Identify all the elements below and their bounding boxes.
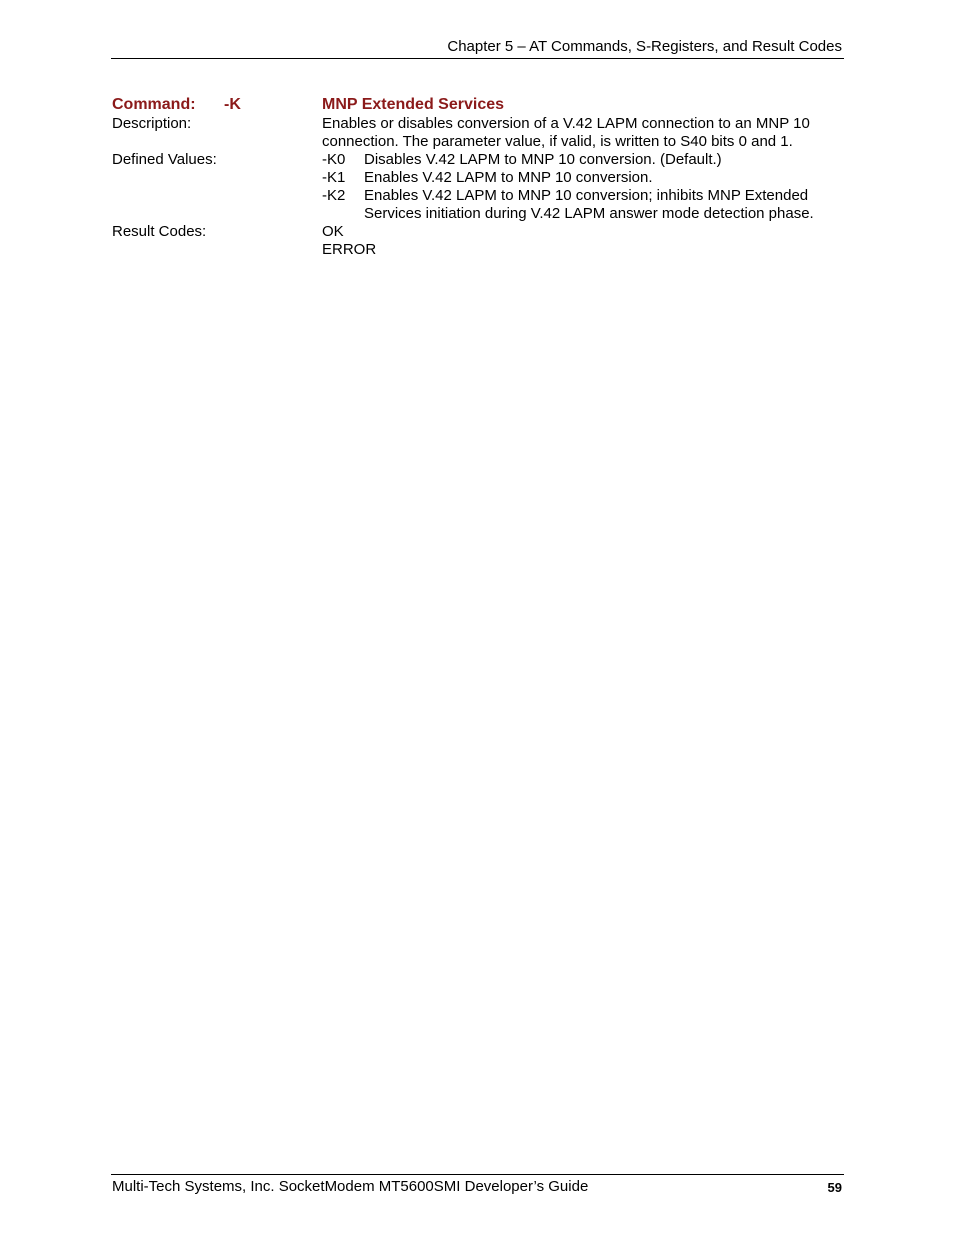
- defined-value-desc: Enables V.42 LAPM to MNP 10 conversion.: [364, 169, 653, 186]
- footer-title: Multi-Tech Systems, Inc. SocketModem MT5600SMI Developer’s Guide: [112, 1178, 589, 1195]
- command-label: Command:: [112, 96, 196, 113]
- defined-values-list: [322, 151, 844, 223]
- page-header-title: Chapter 5 – AT Commands, S-Registers, and Result Codes: [447, 38, 842, 55]
- result-codes-label: Result Codes:: [112, 223, 207, 240]
- result-codes-list: [322, 223, 844, 259]
- command-heading: [112, 95, 844, 115]
- defined-value-desc: Disables V.42 LAPM to MNP 10 conversion. (Default.): [364, 151, 722, 168]
- defined-value-code: -K0: [322, 151, 346, 168]
- header-divider: [111, 58, 844, 59]
- defined-value-code: -K1: [322, 169, 346, 186]
- result-code: ERROR: [322, 241, 377, 258]
- description-text: Enables or disables conversion of a V.42 LAPM connection to an MNP 10 connection. The parameter value, if valid, is written to S40 bits 0 and 1.: [322, 115, 810, 150]
- defined-value-item: [322, 169, 844, 187]
- description-row: [112, 115, 844, 151]
- defined-values-label: Defined Values:: [112, 151, 217, 168]
- defined-value-code: -K2: [322, 187, 346, 204]
- result-code: OK: [322, 223, 344, 240]
- command-name: MNP Extended Services: [322, 96, 505, 113]
- footer-divider: [111, 1174, 844, 1175]
- result-codes-row: [112, 223, 844, 259]
- defined-values-row: [112, 151, 844, 223]
- command-code: -K: [224, 96, 241, 113]
- page-number: 59: [827, 1180, 842, 1195]
- defined-value-item: [322, 187, 844, 223]
- description-label: Description:: [112, 115, 192, 132]
- command-section: [112, 95, 844, 259]
- defined-value-item: [322, 151, 844, 169]
- defined-value-desc: Enables V.42 LAPM to MNP 10 conversion; inhibits MNP Extended Services initiation during V.42 LAPM answer mode detection phase.: [364, 187, 814, 222]
